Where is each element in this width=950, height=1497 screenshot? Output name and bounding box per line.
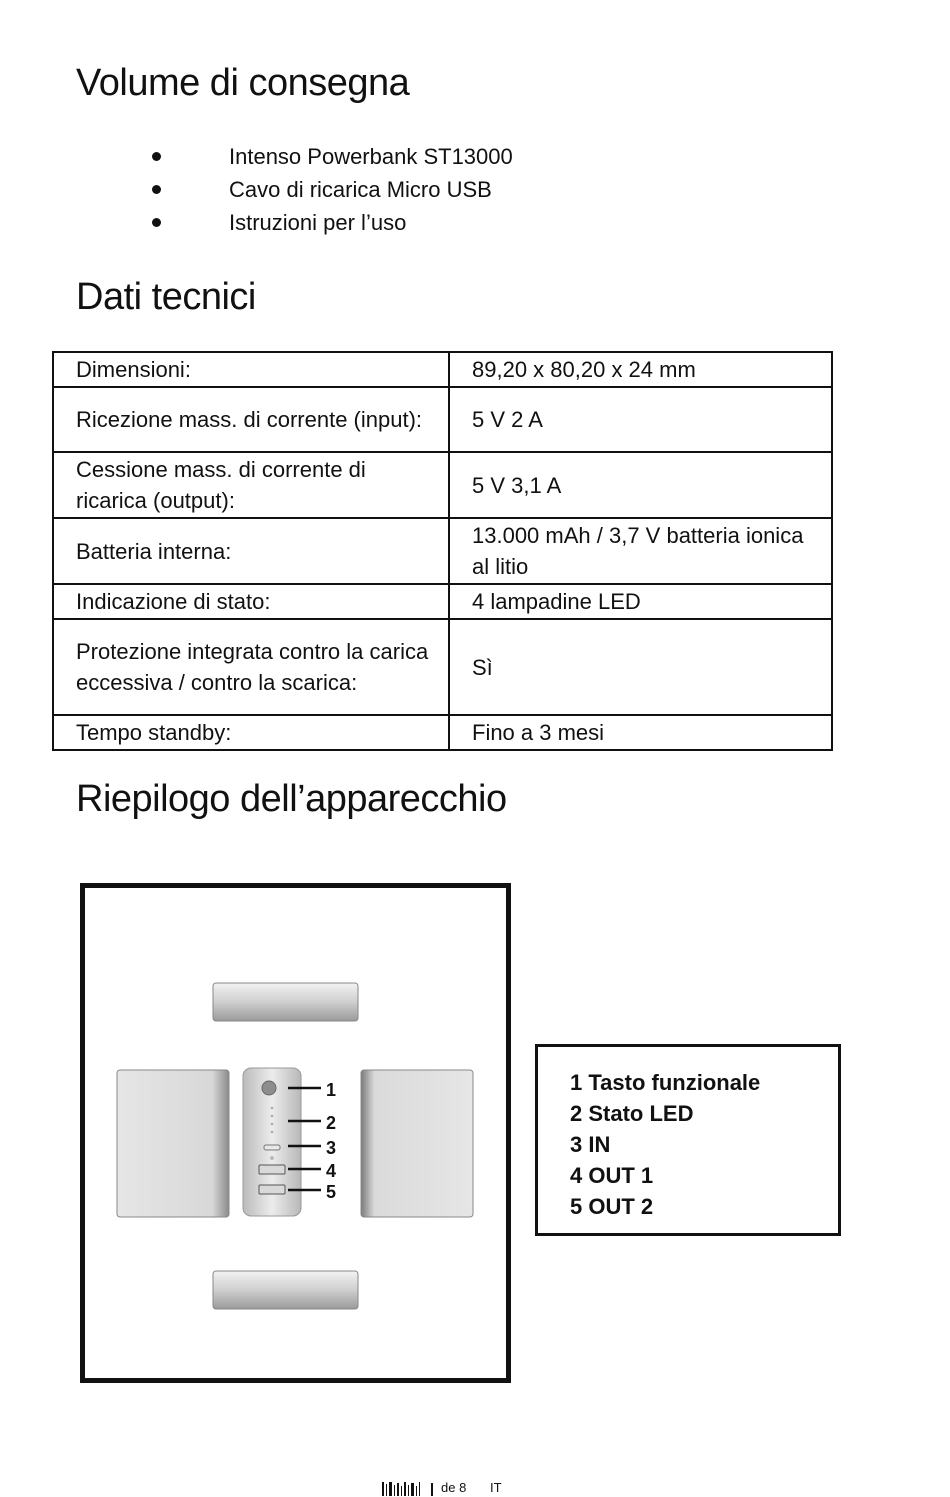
- table-row: [53, 518, 832, 584]
- list-item-text: Istruzioni per l’uso: [229, 210, 407, 235]
- legend-item: 5 OUT 2: [570, 1194, 654, 1219]
- legend-item: 1 Tasto funzionale: [570, 1070, 761, 1095]
- section-title-overview: Riepilogo dell’apparecchio: [76, 778, 507, 820]
- barcode-icon: [382, 1482, 438, 1496]
- device-overview-figure: [80, 883, 511, 1383]
- legend-list: [570, 1067, 760, 1222]
- legend-item: 3 IN: [570, 1132, 611, 1157]
- powerbank-left-view: [117, 1070, 229, 1217]
- powerbank-top-view: [213, 983, 358, 1021]
- page-number: de 8: [441, 1480, 467, 1495]
- spec-value: 13.000 mAh / 3,7 V batteria ionica al litio: [449, 518, 832, 584]
- port-symbol-icon: [270, 1156, 274, 1160]
- spec-label: Indicazione di stato:: [53, 584, 449, 619]
- callout-number: 3: [326, 1138, 337, 1158]
- table-row: [53, 584, 832, 619]
- legend-box: [535, 1044, 841, 1236]
- led-icon: [271, 1115, 274, 1118]
- spec-label: Dimensioni:: [53, 352, 449, 387]
- spec-label: Protezione integrata contro la carica eccessiva / contro la scarica:: [53, 619, 449, 715]
- spec-label: Ricezione mass. di corrente (input):: [53, 387, 449, 452]
- callout-number: 1: [326, 1080, 337, 1100]
- language-code: IT: [490, 1480, 502, 1495]
- spec-value: Sì: [449, 619, 832, 715]
- callout-number: 4: [326, 1161, 337, 1181]
- spec-label: Cessione mass. di corrente di ricarica (output):: [53, 452, 449, 518]
- usb-port-icon: [259, 1185, 285, 1194]
- list-item-text: Intenso Powerbank ST13000: [229, 144, 513, 169]
- spec-value: Fino a 3 mesi: [449, 715, 832, 750]
- powerbank-illustration: [85, 888, 506, 1378]
- spec-table: [52, 351, 833, 751]
- micro-usb-port-icon: [264, 1145, 280, 1150]
- callout-number: 2: [326, 1113, 337, 1133]
- spec-value: 4 lampadine LED: [449, 584, 832, 619]
- led-icon: [271, 1131, 274, 1134]
- table-row: [53, 452, 832, 518]
- spec-label: Tempo standby:: [53, 715, 449, 750]
- usb-port-icon: [259, 1165, 285, 1174]
- bullet-icon: [152, 185, 161, 194]
- spec-label: Batteria interna:: [53, 518, 449, 584]
- spec-value: 5 V 2 A: [449, 387, 832, 452]
- powerbank-bottom-view: [213, 1271, 358, 1309]
- led-icon: [271, 1107, 274, 1110]
- legend-item: 2 Stato LED: [570, 1101, 694, 1126]
- spec-value: 5 V 3,1 A: [449, 452, 832, 518]
- table-row: [53, 387, 832, 452]
- function-button-icon: [262, 1081, 276, 1095]
- bullet-icon: [152, 152, 161, 161]
- list-item-text: Cavo di ricarica Micro USB: [229, 177, 492, 202]
- legend-item: 4 OUT 1: [570, 1163, 654, 1188]
- section-title-tech: Dati tecnici: [76, 276, 256, 318]
- callout-number: 5: [326, 1182, 337, 1202]
- bullet-icon: [152, 218, 161, 227]
- led-icon: [271, 1123, 274, 1126]
- powerbank-right-view: [361, 1070, 473, 1217]
- table-row: [53, 715, 832, 750]
- table-row: [53, 619, 832, 715]
- page-footer: [0, 1478, 950, 1497]
- section-title-delivery: Volume di consegna: [76, 62, 410, 104]
- spec-value: 89,20 x 80,20 x 24 mm: [449, 352, 832, 387]
- table-row: [53, 352, 832, 387]
